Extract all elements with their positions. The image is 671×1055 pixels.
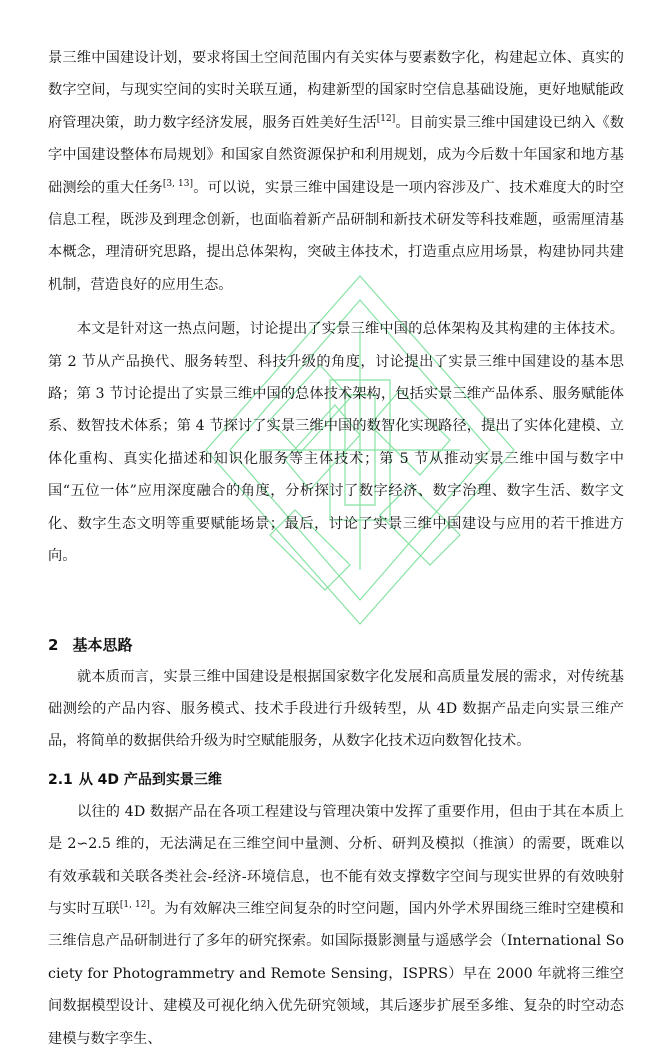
paragraph-text: 景三维中国建设计划，要求将国土空间范围内有关实体与要素数字化，构建起立体、真实的数字空间，与现实空间的实时关联互通，构建新型的国家时空信息基础设施，更好地赋能政府管理决策，助力数字经济发展，服务百姓美好生活 <box>48 50 624 131</box>
citation-ref: [3, 13] <box>162 178 194 189</box>
paragraph-outline: 本文是针对这一热点问题，讨论提出了实景三维中国的总体架构及其构建的主体技术。第 2 节从产品换代、服务转型、科技升级的角度，讨论提出了实景三维中国建设的基本思路；第 3 节讨论提出了实景三维中国的总体技术架构，包括实景三维产品体系、服务赋能体系、数智技术体系；第 4 节探讨了实景三维中国的数智化实现路径，提出了实体化建模、立体化重构、真实化描述和知识化服务等主体技术；第 5 节从推动实景三维中国与数字中国“五位一体”应用深度融合的角度，分析探讨了数字经济、数字治理、数字生活、数字文化、数字生态文明等重要赋能场景；最后，讨论了实景三维中国建设与应用的若干推进方向。 <box>48 321 624 565</box>
article-body <box>48 42 624 1055</box>
subsection-heading <box>48 764 624 796</box>
citation-ref: [1, 12] <box>119 899 150 910</box>
citation-ref: [12] <box>376 113 396 124</box>
paragraph-section-2: 就本质而言，实景三维中国建设是根据国家数字化发展和高质量发展的需求，对传统基础测绘的产品内容、服务模式、技术手段进行升级转型，从 4D 数据产品走向实景三维产品，将简单的数据供给升级为时空赋能服务，从数字化技术迈向数智化技术。 <box>48 668 624 750</box>
subsection-number: 2.1 <box>48 771 73 788</box>
subsection-title: 从 4D 产品到实景三维 <box>78 771 222 788</box>
section-number: 2 <box>48 635 59 654</box>
section-heading <box>48 629 624 661</box>
paragraph-text: 。目前实景三维中国建设已纳入《数字中国建设整体布局规划》和国家自然资源保护和利用规划，成为今后数十年国家和地方基础测绘的重大任务 <box>48 114 624 196</box>
section-title: 基本思路 <box>72 635 133 654</box>
paragraph-section-2-1 <box>48 796 624 1055</box>
paragraph-text: 以往的 4D 数据产品在各项工程建设与管理决策中发挥了重要作用，但由于其在本质上是 2∽2.5 维的，无法满足在三维空间中量测、分析、研判及模拟（推演）的需要，既难以有效承载和关联各类社会-经济-环境信息，也不能有效支撑数字空间与现实世界的有效映射与实时互联 <box>48 803 624 917</box>
paragraph-intro-continued <box>48 42 624 301</box>
paragraph-text: 。可以说，实景三维中国建设是一项内容涉及广、技术难度大的时空信息工程，既涉及到理念创新，也面临着新产品研制和新技术研发等科技难题，亟需厘清基本概念，理清研究思路，提出总体架构，突破主体技术，打造重点应用场景，构建协同共建机制，营造良好的应用生态。 <box>48 179 624 293</box>
paragraph-text: 。为有效解决三维空间复杂的时空问题，国内外学术界围绕三维时空建模和三维信息产品研制进行了多年的研究探索。如国际摄影测量与遥感学会（International Society for Photogrammetry and Remote Sensing，ISPRS）早在 2000 年就将三维空间数据模型设计、建模及可视化纳入优先研究领域，其后逐步扩展至多维、复杂的时空动态建模与数字孪生、 <box>48 900 624 1047</box>
